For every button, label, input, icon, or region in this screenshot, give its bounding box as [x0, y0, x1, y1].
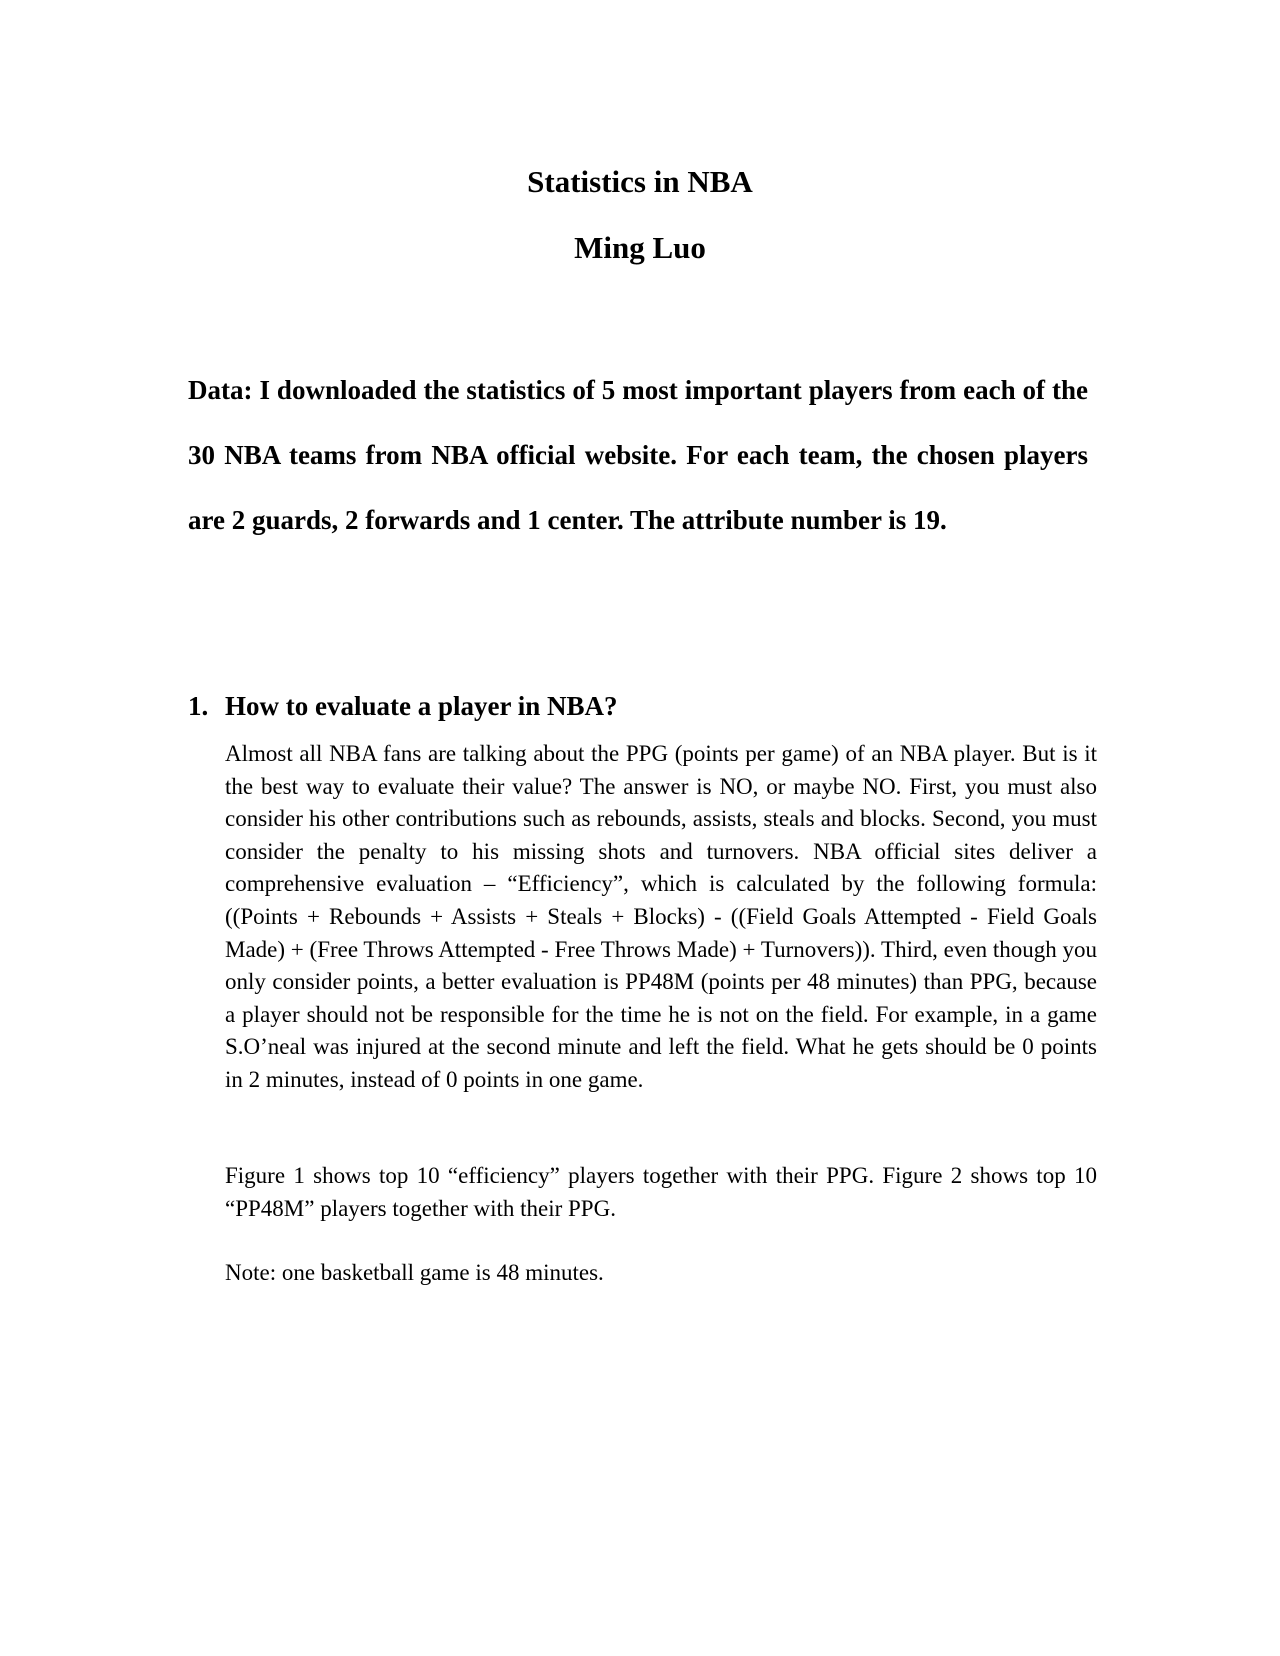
section-1-heading-text: How to evaluate a player in NBA?	[225, 691, 618, 721]
section-1-heading	[188, 688, 618, 724]
section-1-note: Note: one basketball game is 48 minutes.	[225, 1260, 604, 1285]
section-1-paragraph-1: Almost all NBA fans are talking about the PPG (points per game) of an NBA player. But is it the best way to evaluate their value? The answer is NO, or maybe NO. First, you must also consider his other contributions such as rebounds, assists, steals and blocks. Second, you must consider the penalty to his missing shots and turnovers. NBA official sites deliver a comprehensive evaluation – “Efficiency”, which is calculated by the following formula: ((Points + Rebounds + Assists + Steals + Blocks) - ((Field Goals Attempted - Field Goals Made) + (Free Throws Attempted - Free Throws Made) + Turnovers)). Third, even though you only consider points, a better evaluation is PP48M (points per 48 minutes) than PPG, because a player should not be responsible for the time he is not on the field. For example, in a game S.O’neal was injured at the second minute and left the field. What he gets should be 0 points in 2 minutes, instead of 0 points in one game.	[225, 741, 1097, 1092]
document-title: Statistics in NBA	[527, 164, 753, 199]
document-author: Ming Luo	[574, 230, 706, 265]
section-1-number: 1.	[188, 691, 209, 721]
data-description-paragraph: Data: I downloaded the statistics of 5 most important players from each of the 30 NBA teams from NBA official website. For each team, the chosen players are 2 guards, 2 forwards and 1 center. The attribute number is 19.	[188, 375, 1088, 535]
section-1-paragraph-2: Figure 1 shows top 10 “efficiency” players together with their PPG. Figure 2 shows top 10 “PP48M” players together with their PPG.	[225, 1163, 1097, 1221]
